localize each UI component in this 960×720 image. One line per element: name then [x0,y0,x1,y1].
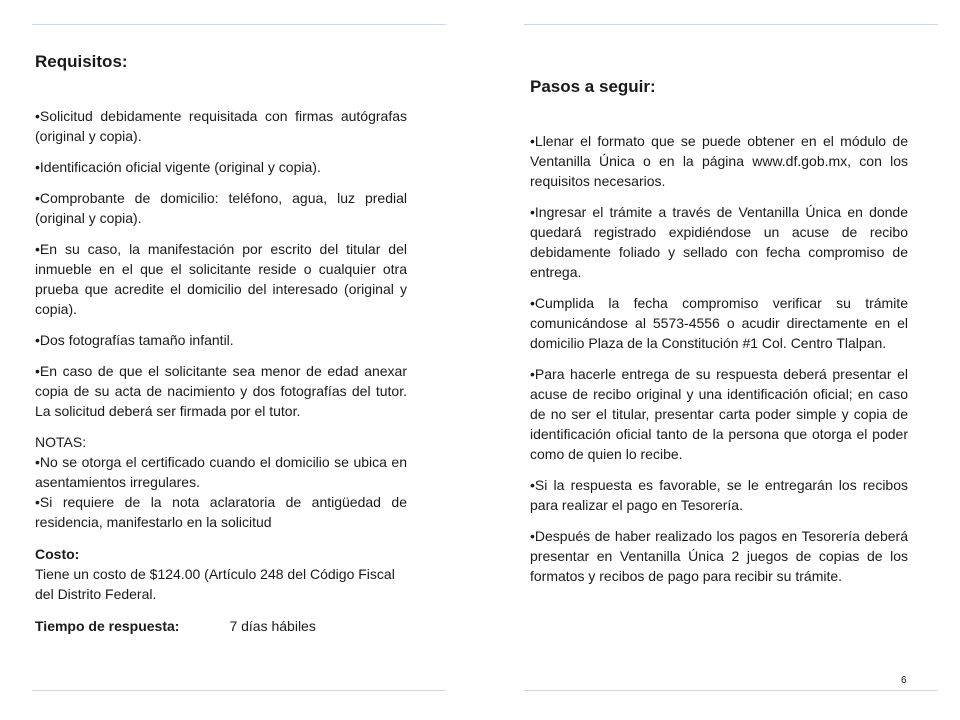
response-time [35,616,407,637]
requisitos-column [35,52,407,637]
requisito-item: • En su caso, la manifestación por escrito del titular del inmueble en el que el solicitante reside o cualquier otra prueba que acredite el domicilio del interesado (original y copia). [35,239,407,319]
pasos-column [530,77,908,586]
response-time-label: Tiempo de respuesta: [35,618,180,634]
requisito-item: • Identificación oficial vigente (original y copia). [35,157,407,177]
pasos-heading: Pasos a seguir: [530,77,656,96]
paso-item: • Para hacerle entrega de su respuesta deberá presentar el acuse de recibo original y una identificación oficial; en caso de no ser el titular, presentar carta poder simple y copia de identificación oficial tanto de la persona que otorga el poder como de quien lo recibe. [530,364,908,464]
requisito-item: • En caso de que el solicitante sea menor de edad anexar copia de su acta de nacimiento y dos fotografías del tutor. La solicitud deberá ser firmada por el tutor. [35,361,407,421]
paso-item: • Cumplida la fecha compromiso verificar su trámite comunicándose al 5573-4556 o acudir directamente en el domicilio Plaza de la Constitución #1 Col. Centro Tlalpan. [530,293,908,353]
top-rule-left [32,24,446,25]
paso-item: • Llenar el formato que se puede obtener en el módulo de Ventanilla Única o en la página www.df.gob.mx, con los requisitos necesarios. [530,131,908,191]
bottom-rule-left [32,690,446,691]
requisito-item: • Solicitud debidamente requisitada con firmas autógrafas (original y copia). [35,106,407,146]
requisitos-heading: Requisitos: [35,52,128,71]
requisito-item: • Comprobante de domicilio: teléfono, agua, luz predial (original y copia). [35,188,407,228]
note-item: • Si requiere de la nota aclaratoria de antigüedad de residencia, manifestarlo en la solicitud [35,492,407,532]
cost-text: Tiene un costo de $124.00 (Artículo 248 del Código Fiscal del Distrito Federal. [35,566,395,602]
page-number: 6 [901,675,907,686]
bottom-rule-right [524,690,938,691]
paso-item: • Si la respuesta es favorable, se le entregarán los recibos para realizar el pago en Tesorería. [530,475,908,515]
paso-item: • Después de haber realizado los pagos en Tesorería deberá presentar en Ventanilla Única 2 juegos de copias de los formatos y recibos de pago para recibir su trámite. [530,526,908,586]
response-time-value: 7 días hábiles [229,618,316,634]
paso-item: • Ingresar el trámite a través de Ventanilla Única en donde quedará registrado expidiéndose un acuse de recibo debidamente foliado y sellado con fecha compromiso de entrega. [530,202,908,282]
note-item: • No se otorga el certificado cuando el domicilio se ubica en asentamientos irregulares. [35,452,407,492]
notes-heading: NOTAS: [35,434,87,450]
cost-heading: Costo: [35,546,80,562]
requisito-item: • Dos fotografías tamaño infantil. [35,330,407,350]
top-rule-right [524,24,938,25]
